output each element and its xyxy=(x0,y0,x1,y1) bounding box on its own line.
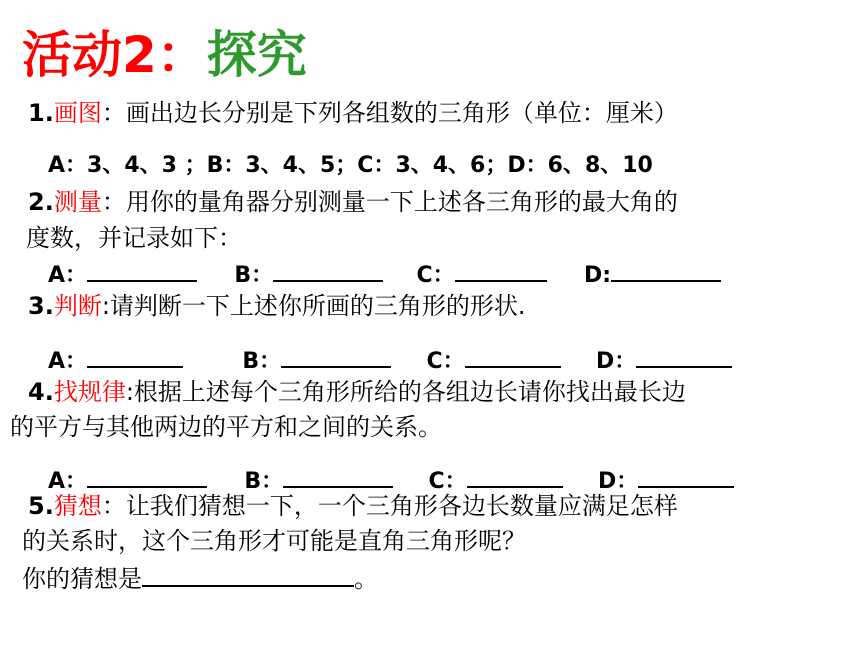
item-2-blanks xyxy=(48,260,721,287)
item-4-blank-b-label: B： xyxy=(244,469,284,494)
item-4-number: 4. xyxy=(28,378,54,406)
item-4-blank-c[interactable] xyxy=(467,466,563,488)
item-5-line-2: 的关系时，这个三角形才可能是直角三角形呢？ xyxy=(22,527,526,555)
item-1-options: A：3、4、3 ；B：3、4、5；C：3、4、6；D：6、8、10 xyxy=(48,153,653,178)
item-2-keyword: 测量 xyxy=(53,188,102,216)
item-4-blanks xyxy=(48,466,734,493)
item-2-blank-a[interactable] xyxy=(87,260,197,282)
item-4-blank-a-label: A： xyxy=(48,469,88,494)
activity-title-main: 活动2 xyxy=(22,26,157,84)
item-3-number: 3. xyxy=(28,292,54,320)
item-2-blank-d[interactable] xyxy=(611,260,721,282)
item-4-keyword: 找规律 xyxy=(53,378,126,406)
item-5-line-1 xyxy=(28,494,678,518)
item-3-blank-c-label: C： xyxy=(426,349,465,374)
item-3-blank-b-label: B： xyxy=(242,349,282,374)
item-5-number: 5. xyxy=(28,492,54,520)
item-3-text: :请判断一下上述你所画的三角形的形状. xyxy=(101,292,526,320)
item-1-number: 1. xyxy=(28,99,54,127)
item-5-text-1: ：让我们猜想一下，一个三角形各边长数量应满足怎样 xyxy=(101,492,678,520)
item-5-guess-blank[interactable] xyxy=(142,565,354,587)
item-3-line-1 xyxy=(28,294,526,318)
activity-title-separator: ： xyxy=(156,26,207,84)
item-5-guess-line xyxy=(22,565,378,591)
item-4-blank-d[interactable] xyxy=(638,466,734,488)
item-1-keyword: 画图 xyxy=(53,99,102,127)
item-3-blank-d[interactable] xyxy=(636,346,732,368)
item-3-blank-c[interactable] xyxy=(465,346,561,368)
activity-title-sub: 探究 xyxy=(206,26,307,84)
item-4-text-1: :根据上述每个三角形所给的各组边长请你找出最长边 xyxy=(125,378,686,406)
item-2-text-1: ：用你的量角器分别测量一下上述各三角形的最大角的 xyxy=(101,188,678,216)
item-2-blank-c[interactable] xyxy=(455,260,547,282)
item-4-blank-d-label: D： xyxy=(598,469,639,494)
item-4-line-1 xyxy=(28,380,686,404)
item-3-blank-b[interactable] xyxy=(281,346,391,368)
item-2-number: 2. xyxy=(28,188,54,216)
item-2-blank-c-label: C： xyxy=(416,263,455,288)
item-5-guess-label: 你的猜想是 xyxy=(22,565,142,593)
item-4-blank-a[interactable] xyxy=(87,466,207,488)
item-3-blank-a-label: A： xyxy=(48,349,88,374)
item-1-line-1 xyxy=(28,101,678,125)
item-2-line-1 xyxy=(28,190,678,214)
item-3-blank-a[interactable] xyxy=(87,346,183,368)
activity-title xyxy=(22,26,307,84)
item-2-blank-d-label: D: xyxy=(584,263,612,288)
item-2-blank-b[interactable] xyxy=(273,260,383,282)
item-2-blank-b-label: B： xyxy=(234,263,274,288)
item-5-guess-end: 。 xyxy=(354,565,378,593)
item-4-blank-b[interactable] xyxy=(283,466,393,488)
item-4-blank-c-label: C： xyxy=(428,469,467,494)
item-1-text: ：画出边长分别是下列各组数的三角形（单位：厘米） xyxy=(101,99,678,127)
item-3-blanks xyxy=(48,346,732,373)
item-2-blank-a-label: A： xyxy=(48,263,88,288)
item-2-line-2: 度数，并记录如下： xyxy=(26,224,242,252)
item-4-line-2: 的平方与其他两边的平方和之间的关系。 xyxy=(10,413,442,441)
item-3-blank-d-label: D： xyxy=(596,349,637,374)
item-5-keyword: 猜想 xyxy=(53,492,102,520)
item-3-keyword: 判断 xyxy=(53,292,102,320)
